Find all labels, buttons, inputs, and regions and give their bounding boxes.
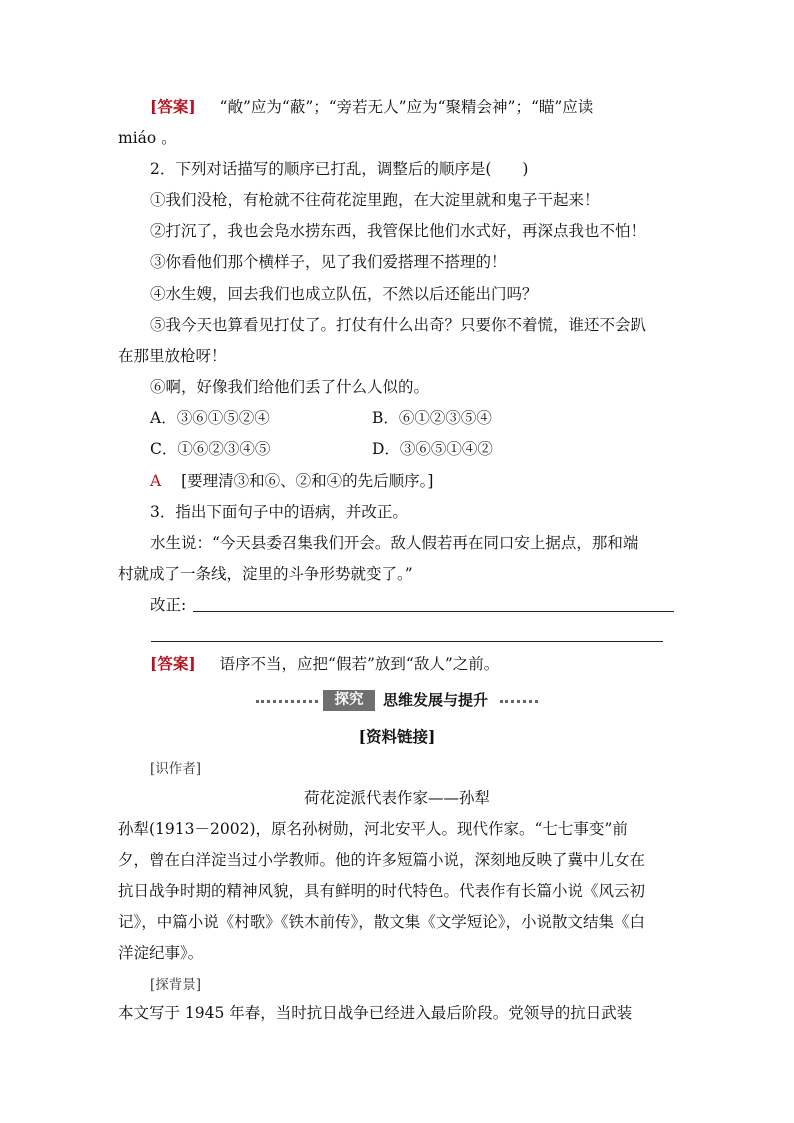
dialogue-item: ②打沉了，我也会凫水捞东西，我管保比他们水式好，再深点我也不怕！: [150, 222, 647, 240]
answer-letter: A: [150, 472, 162, 490]
option-d: D．③⑥⑤①④②: [372, 440, 493, 458]
answer-tag: [答案]: [150, 654, 196, 673]
author-paragraph-line: 记》，中篇小说《村歌》《铁木前传》，散文集《文学短论》，小说散文结集《白: [118, 913, 646, 931]
answer-text: 语序不当，应把“假若”放到“敌人”之前。: [219, 655, 500, 673]
option-a: A．③⑥①⑤②④: [150, 409, 270, 427]
section-banner: [0, 690, 794, 712]
quoted-sentence: 水生说：“今天县委召集我们开会。敌人假若再在同口安上据点，那和端: [150, 534, 639, 552]
dialogue-item: ④水生嫂，回去我们也成立队伍，不然以后还能出门吗？: [150, 285, 538, 303]
quoted-sentence-cont: 村就成了一条线，淀里的斗争形势就变了。”: [118, 565, 413, 583]
answer-note: [要理清③和⑥、②和④的先后顺序。]: [181, 472, 434, 490]
fix-label: 改正:: [150, 596, 187, 614]
option-b: B．⑥①②③⑤④: [372, 409, 492, 427]
answer-line: [150, 471, 433, 491]
section-tag: [识作者]: [150, 761, 202, 777]
dotted-rule: [256, 700, 318, 703]
dialogue-item: ③你看他们那个横样子，见了我们爱搭理不搭理的！: [150, 253, 507, 271]
answer-line: [150, 97, 593, 117]
answer-text: “敞”应为“蔽”；“旁若无人”应为“聚精会神”；“瞄”应读: [219, 98, 594, 116]
background-paragraph-line: 本文写于 1945 年春，当时抗日战争已经进入最后阶段。党领导的抗日武装: [118, 1004, 633, 1022]
answer-tag: [答案]: [150, 97, 196, 116]
option-c: C．①⑥②③④⑤: [150, 440, 271, 458]
dotted-rule: [500, 700, 538, 703]
banner-box: 探究: [323, 690, 375, 711]
answer-blank-line: [151, 641, 663, 642]
answer-cont: miáo 。: [118, 129, 177, 147]
question-2-stem: 2．下列对话描写的顺序已打乱，调整后的顺序是( ): [150, 160, 529, 178]
answer-line: [150, 654, 499, 674]
dialogue-item: ⑤我今天也算看见打仗了。打仗有什么出奇？只要你不着慌，谁还不会趴: [150, 316, 647, 334]
author-title: 荷花淀派代表作家——孙犁: [303, 789, 490, 807]
author-paragraph-line: 抗日战争时期的精神风貌，具有鲜明的时代特色。代表作有长篇小说《风云初: [118, 882, 646, 900]
question-3-stem: 3．指出下面句子中的语病，并改正。: [150, 503, 408, 521]
banner-title: 思维发展与提升: [383, 691, 489, 709]
author-paragraph-line: 洋淀纪事》。: [118, 944, 204, 962]
dialogue-item: ①我们没枪，有枪就不往荷花淀里跑，在大淀里就和鬼子干起来！: [150, 191, 600, 209]
dialogue-item-cont: 在那里放枪呀！: [118, 347, 227, 365]
answer-blank-line: [193, 611, 674, 612]
resources-heading: [资料链接]: [358, 727, 436, 746]
section-tag: [探背景]: [150, 977, 202, 993]
author-paragraph-line: 夕，曾在白洋淀当过小学教师。他的许多短篇小说，深刻地反映了冀中儿女在: [118, 851, 646, 869]
author-paragraph-line: 孙犁(1913－2002)，原名孙树勋，河北安平人。现代作家。“七七事变”前: [118, 820, 628, 838]
dialogue-item: ⑥啊，好像我们给他们丢了什么人似的。: [150, 378, 430, 396]
